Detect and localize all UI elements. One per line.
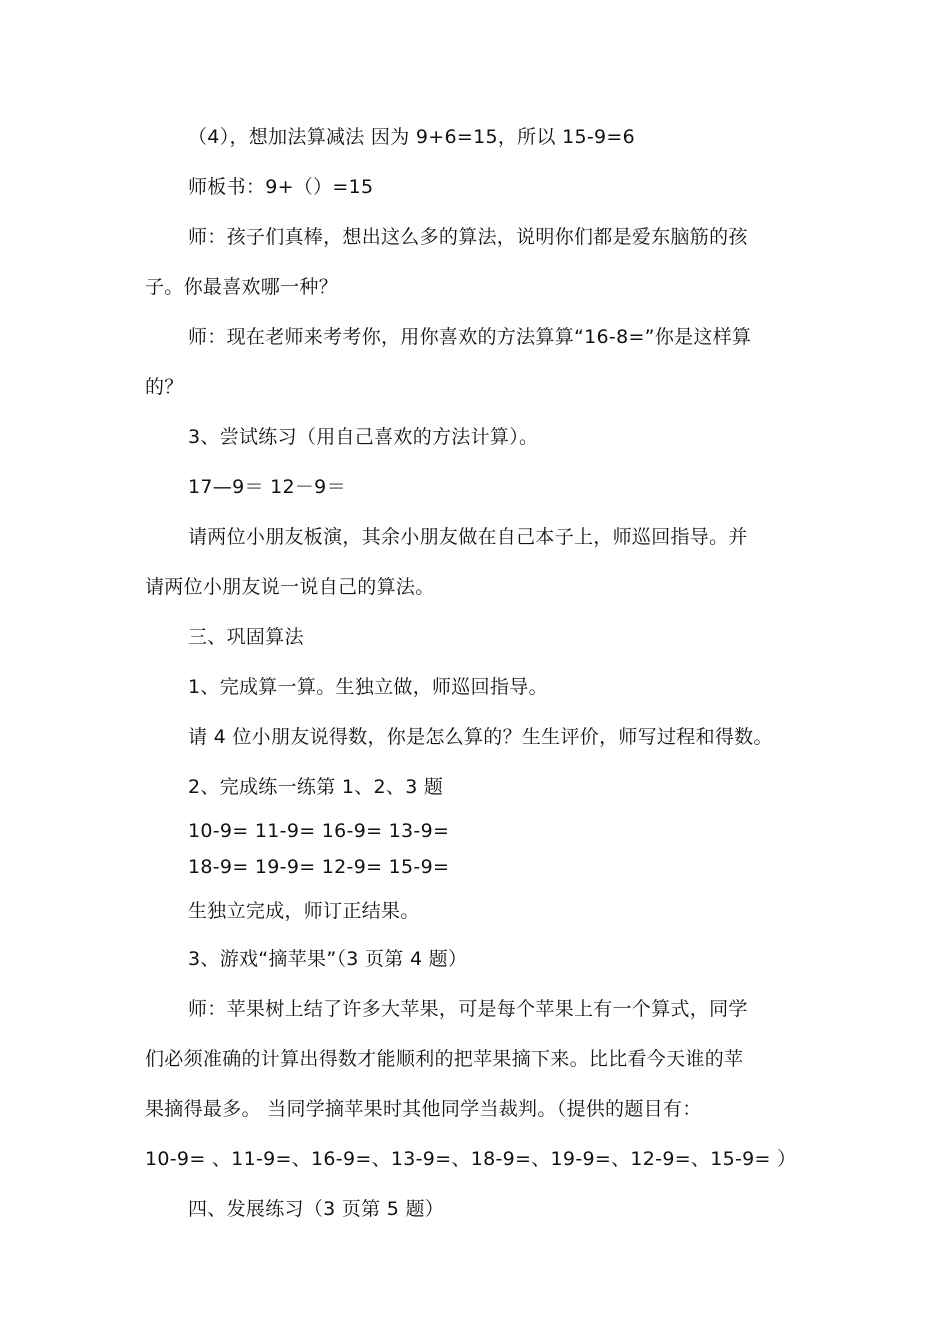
exercise-line: 18-9= 19-9= 12-9= 15-9= <box>188 856 450 878</box>
text-line: 师：苹果树上结了许多大苹果，可是每个苹果上有一个算式，同学 <box>188 998 748 1020</box>
text-line: 请两位小朋友说一说自己的算法。 <box>145 576 435 598</box>
text-line: 的？ <box>145 376 184 398</box>
text-line: （4），想加法算减法 因为 9+6=15，所以 15-9=6 <box>188 126 636 148</box>
text-line: 师板书：9+（）=15 <box>188 176 374 198</box>
text-line: 果摘得最多。 当同学摘苹果时其他同学当裁判。（提供的题目有： <box>145 1098 702 1120</box>
text-line: 2、完成练一练第 1、2、3 题 <box>188 776 444 798</box>
section-heading: 三、巩固算法 <box>188 626 304 648</box>
text-line: 请 4 位小朋友说得数，你是怎么算的？生生评价，师写过程和得数。 <box>188 726 773 748</box>
text-line: 生独立完成，师订正结果。 <box>188 900 420 922</box>
text-line: 17—9＝ 12－9＝ <box>188 476 346 498</box>
text-line: 师：孩子们真棒，想出这么多的算法，说明你们都是爱东脑筋的孩 <box>188 226 748 248</box>
text-line: 3、尝试练习（用自己喜欢的方法计算）。 <box>188 426 539 448</box>
text-line: 子。你最喜欢哪一种？ <box>145 276 339 298</box>
text-line: 们必须准确的计算出得数才能顺利的把苹果摘下来。比比看今天谁的苹 <box>145 1048 744 1070</box>
text-line: 3、游戏“摘苹果”（3 页第 4 题） <box>188 948 468 970</box>
section-heading: 四、发展练习（3 页第 5 题） <box>188 1198 445 1220</box>
exercise-line: 10-9= 11-9= 16-9= 13-9= <box>188 820 450 842</box>
exercise-line: 10-9= 、11-9=、16-9=、13-9=、18-9=、19-9=、12-9=、15-9= ） <box>145 1148 797 1170</box>
text-line: 师：现在老师来考考你，用你喜欢的方法算算“16-8=”你是这样算 <box>188 326 752 348</box>
text-line: 1、完成算一算。生独立做，师巡回指导。 <box>188 676 548 698</box>
text-line: 请两位小朋友板演，其余小朋友做在自己本子上，师巡回指导。并 <box>188 526 748 548</box>
